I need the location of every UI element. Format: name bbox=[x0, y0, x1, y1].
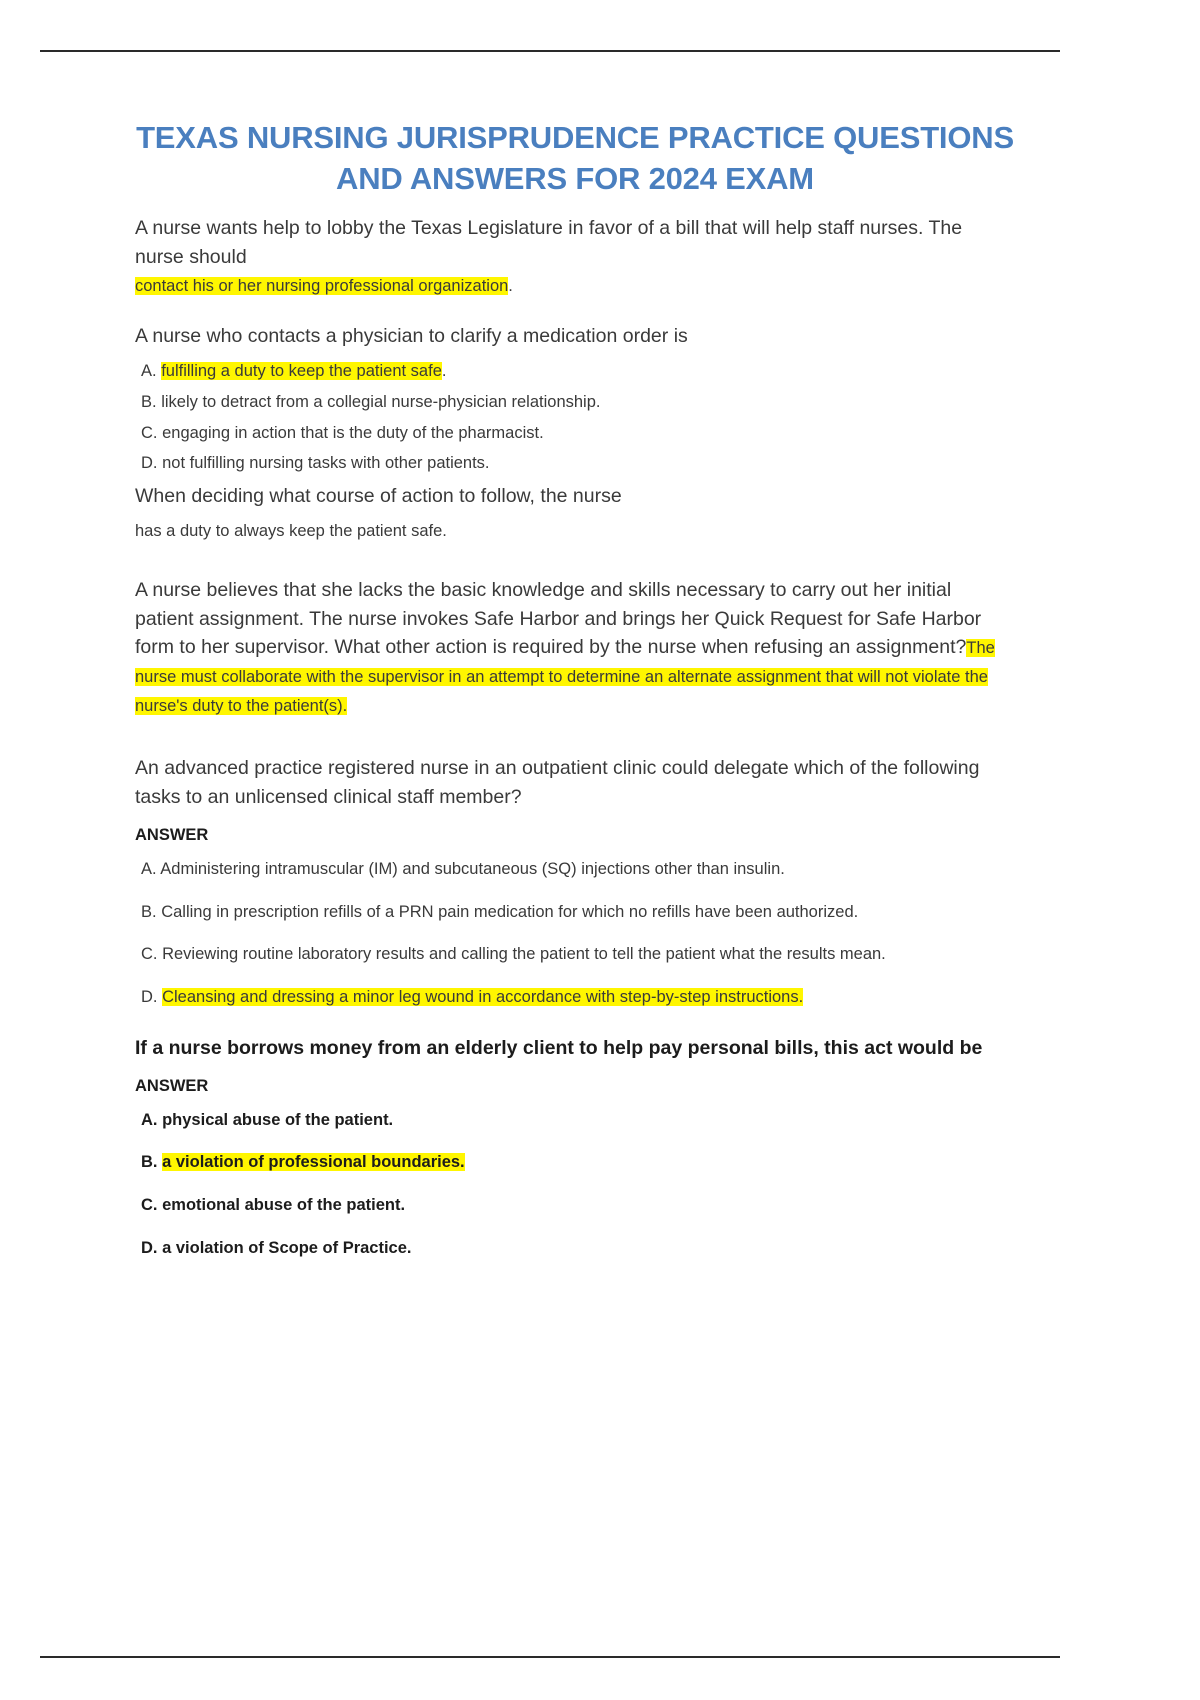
question-1-answer bbox=[135, 274, 1015, 299]
question-block-4 bbox=[135, 754, 1015, 1010]
option-c-label: C. bbox=[141, 945, 158, 964]
option-c-text: Reviewing routine laboratory results and calling the patient to tell the patient what the results mean. bbox=[162, 945, 886, 964]
question-4-answer-label: ANSWER bbox=[135, 825, 209, 844]
option-a-tail: . bbox=[441, 362, 447, 381]
option-a-label: A. bbox=[141, 859, 157, 878]
option-a-text: physical abuse of the patient. bbox=[162, 1110, 394, 1129]
question-2-option-c bbox=[135, 421, 1015, 446]
document-content bbox=[135, 118, 1015, 1261]
question-3-stem bbox=[135, 576, 1015, 720]
option-d-label: D. bbox=[141, 988, 158, 1007]
question-2-option-a bbox=[135, 359, 1015, 384]
question-3-stem-text: A nurse believes that she lacks the basic knowledge and skills necessary to carry out her initial patient assignment. The nurse invokes Safe Harbor and brings her Quick Request for Safe Harbor form to her supervisor. What other action is required by the nurse when refusing an assignment? bbox=[135, 578, 982, 659]
question-5-option-d bbox=[135, 1236, 1015, 1261]
question-4-option-b bbox=[135, 900, 1015, 925]
question-2-follow-answer: has a duty to always keep the patient safe. bbox=[135, 522, 447, 540]
page-title: TEXAS NURSING JURISPRUDENCE PRACTICE QUESTIONS AND ANSWERS FOR 2024 EXAM bbox=[136, 120, 1014, 196]
question-block-3 bbox=[135, 576, 1015, 720]
question-5-option-b bbox=[135, 1150, 1015, 1175]
question-1-answer-highlight: contact his or her nursing professional organization bbox=[135, 276, 509, 295]
document-page bbox=[40, 0, 1120, 1700]
question-5-option-c bbox=[135, 1193, 1015, 1218]
option-a-label: A. bbox=[141, 362, 157, 381]
question-2-follow-stem: When deciding what course of action to follow, the nurse bbox=[135, 485, 622, 508]
question-1-stem: A nurse wants help to lobby the Texas Legislature in favor of a bill that will help staff nurses. The nurse should bbox=[135, 216, 963, 268]
question-5-stem: If a nurse borrows money from an elderly client to help pay personal bills, this act would be bbox=[135, 1036, 983, 1059]
option-b-text: likely to detract from a collegial nurse-physician relationship. bbox=[161, 392, 601, 411]
option-d-label: D. bbox=[141, 454, 158, 473]
question-4-option-a bbox=[135, 857, 1015, 882]
option-b-label: B. bbox=[141, 902, 157, 921]
question-4-option-c bbox=[135, 942, 1015, 967]
option-a-text: Administering intramuscular (IM) and subcutaneous (SQ) injections other than insulin. bbox=[160, 859, 785, 878]
option-b-label: B. bbox=[141, 392, 157, 411]
question-3-answer-highlight: The nurse must collaborate with the supervisor in an attempt to determine an alternate assignment that will not violate the nurse's duty to the patient(s). bbox=[135, 639, 995, 716]
question-4-option-d bbox=[135, 985, 1015, 1010]
option-b-highlight: a violation of professional boundaries. bbox=[162, 1153, 465, 1172]
option-d-text: a violation of Scope of Practice. bbox=[162, 1238, 412, 1257]
question-1-answer-tail: . bbox=[508, 276, 513, 295]
option-a-label: A. bbox=[141, 1110, 158, 1129]
question-2-option-b bbox=[135, 390, 1015, 415]
question-block-1 bbox=[135, 214, 1015, 298]
question-2-option-d bbox=[135, 451, 1015, 476]
option-b-text: Calling in prescription refills of a PRN pain medication for which no refills have been authorized. bbox=[161, 902, 859, 921]
question-block-5 bbox=[135, 1034, 1015, 1261]
option-d-label: D. bbox=[141, 1238, 158, 1257]
option-d-highlight: Cleansing and dressing a minor leg wound in accordance with step-by-step instructions. bbox=[162, 988, 804, 1007]
option-a-highlight: fulfilling a duty to keep the patient safe bbox=[161, 362, 442, 381]
page-top-rule bbox=[40, 50, 1060, 52]
question-4-stem: An advanced practice registered nurse in an outpatient clinic could delegate which of the following tasks to an unlicensed clinical staff member? bbox=[135, 757, 980, 808]
option-c-text: emotional abuse of the patient. bbox=[162, 1196, 406, 1215]
option-c-label: C. bbox=[141, 423, 158, 442]
question-block-2 bbox=[135, 322, 1015, 543]
option-c-label: C. bbox=[141, 1196, 158, 1215]
page-bottom-rule bbox=[40, 1656, 1060, 1658]
option-d-text: not fulfilling nursing tasks with other patients. bbox=[162, 454, 490, 473]
option-b-label: B. bbox=[141, 1153, 158, 1172]
option-c-text: engaging in action that is the duty of the pharmacist. bbox=[162, 423, 544, 442]
question-5-answer-label: ANSWER bbox=[135, 1076, 209, 1095]
question-2-stem: A nurse who contacts a physician to clarify a medication order is bbox=[135, 325, 688, 348]
question-5-option-a bbox=[135, 1108, 1015, 1133]
